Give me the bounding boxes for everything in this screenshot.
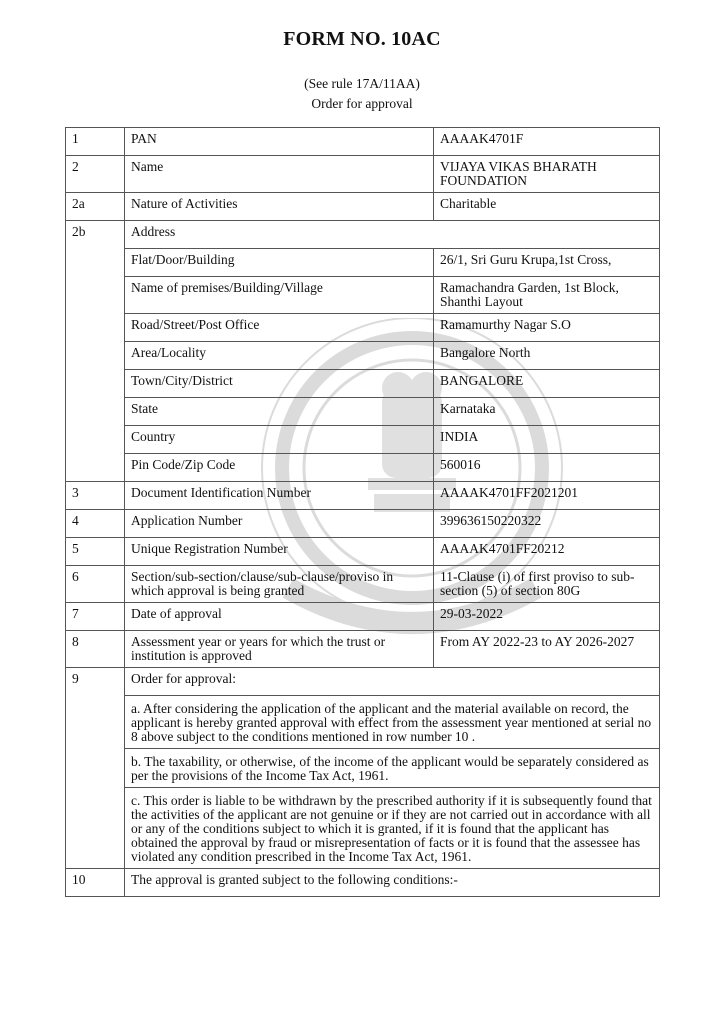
- row-number: 8: [66, 631, 125, 668]
- row-value: 29-03-2022: [434, 603, 660, 631]
- row-value: 26/1, Sri Guru Krupa,1st Cross,: [434, 249, 660, 277]
- form-title: FORM NO. 10AC: [283, 28, 441, 50]
- row-label: State: [125, 398, 434, 426]
- row-number: 10: [66, 869, 125, 897]
- paragraph-text: a. After considering the application of the applicant and the material available on record, the applicant is hereby granted approval with effect from the assessment year mentioned at serial no 8 above subject to the conditions mentioned in row number 10 .: [125, 696, 660, 749]
- row-value: Ramamurthy Nagar S.O: [434, 314, 660, 342]
- paragraph-text: b. The taxability, or otherwise, of the income of the applicant would be separately considered as per the provisions of the Income Tax Act, 1961.: [125, 749, 660, 788]
- row-number: 6: [66, 566, 125, 603]
- row-label: The approval is granted subject to the following conditions:-: [125, 869, 660, 897]
- row-address: [66, 221, 660, 249]
- address-pincode: [66, 454, 660, 482]
- row-label: Document Identification Number: [125, 482, 434, 510]
- rule-reference: (See rule 17A/11AA): [304, 76, 420, 91]
- row-number: 2a: [66, 193, 125, 221]
- row-value: VIJAYA VIKAS BHARATH FOUNDATION: [434, 156, 660, 193]
- approval-form-table: [65, 127, 660, 897]
- row-number: 1: [66, 128, 125, 156]
- row-document-id: [66, 482, 660, 510]
- row-label: PAN: [125, 128, 434, 156]
- row-value: Bangalore North: [434, 342, 660, 370]
- row-value: INDIA: [434, 426, 660, 454]
- row-value: 399636150220322: [434, 510, 660, 538]
- row-date-of-approval: [66, 603, 660, 631]
- row-label: Section/sub-section/clause/sub-clause/proviso in which approval is being granted: [125, 566, 434, 603]
- row-number: 2b: [66, 221, 125, 482]
- row-label: Pin Code/Zip Code: [125, 454, 434, 482]
- row-label: Flat/Door/Building: [125, 249, 434, 277]
- row-registration-number: [66, 538, 660, 566]
- row-number: 4: [66, 510, 125, 538]
- address-road: [66, 314, 660, 342]
- row-application-number: [66, 510, 660, 538]
- row-number: 5: [66, 538, 125, 566]
- address-country: [66, 426, 660, 454]
- row-label: Area/Locality: [125, 342, 434, 370]
- row-value: AAAAK4701F: [434, 128, 660, 156]
- row-label: Assessment year or years for which the trust or institution is approved: [125, 631, 434, 668]
- row-value: AAAAK4701FF2021201: [434, 482, 660, 510]
- row-value: BANGALORE: [434, 370, 660, 398]
- row-label: Application Number: [125, 510, 434, 538]
- row-number: 7: [66, 603, 125, 631]
- row-nature-of-activities: [66, 193, 660, 221]
- row-value: 11-Clause (i) of first proviso to sub-section (5) of section 80G: [434, 566, 660, 603]
- address-premises: [66, 277, 660, 314]
- address-area: [66, 342, 660, 370]
- row-section: [66, 566, 660, 603]
- row-number: 9: [66, 668, 125, 869]
- paragraph-text: c. This order is liable to be withdrawn by the prescribed authority if it is subsequently found that the activities of the applicant are not genuine or if they are not carried out in accordance with all or any of the conditions subject to which it is granted, if it is found that the applicant has obtained the approval by fraud or misrepresentation of facts or it is found that the assessee has violated any condition prescribed in the Income Tax Act, 1961.: [125, 788, 660, 869]
- row-value: AAAAK4701FF20212: [434, 538, 660, 566]
- row-value: From AY 2022-23 to AY 2026-2027: [434, 631, 660, 668]
- order-paragraph-b: [66, 749, 660, 788]
- row-label: Country: [125, 426, 434, 454]
- row-label: Address: [125, 221, 660, 249]
- address-flat: [66, 249, 660, 277]
- row-order-for-approval: [66, 668, 660, 696]
- row-value: 560016: [434, 454, 660, 482]
- row-name: [66, 156, 660, 193]
- order-paragraph-a: [66, 696, 660, 749]
- address-town: [66, 370, 660, 398]
- row-value: Charitable: [434, 193, 660, 221]
- row-label: Town/City/District: [125, 370, 434, 398]
- row-label: Unique Registration Number: [125, 538, 434, 566]
- row-label: Date of approval: [125, 603, 434, 631]
- row-value: Ramachandra Garden, 1st Block, Shanthi Layout: [434, 277, 660, 314]
- row-label: Order for approval:: [125, 668, 660, 696]
- row-pan: [66, 128, 660, 156]
- form-subtitle: Order for approval: [311, 96, 413, 111]
- row-label: Name of premises/Building/Village: [125, 277, 434, 314]
- row-number: 2: [66, 156, 125, 193]
- row-label: Name: [125, 156, 434, 193]
- row-label: Road/Street/Post Office: [125, 314, 434, 342]
- row-label: Nature of Activities: [125, 193, 434, 221]
- order-paragraph-c: [66, 788, 660, 869]
- row-number: 3: [66, 482, 125, 510]
- row-assessment-year: [66, 631, 660, 668]
- row-value: Karnataka: [434, 398, 660, 426]
- row-conditions: [66, 869, 660, 897]
- address-state: [66, 398, 660, 426]
